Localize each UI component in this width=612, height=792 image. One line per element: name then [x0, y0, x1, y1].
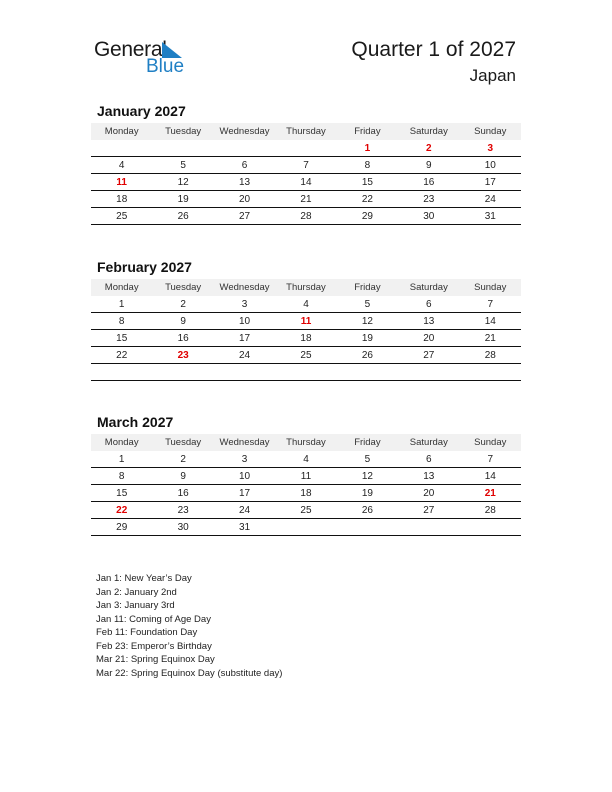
day-cell: 5 [337, 296, 398, 313]
holiday-list [96, 572, 282, 680]
day-cell: 11 [275, 313, 336, 330]
day-cell: 20 [214, 191, 275, 208]
day-cell: 23 [398, 191, 459, 208]
empty-day-cell [275, 519, 336, 536]
day-cell: 24 [460, 191, 521, 208]
day-cell: 26 [337, 347, 398, 364]
week-row [91, 191, 521, 208]
day-cell: 9 [152, 468, 213, 485]
day-cell: 9 [398, 157, 459, 174]
holiday-item: Jan 1: New Year’s Day [96, 573, 192, 584]
day-cell: 2 [152, 296, 213, 313]
week-row [91, 451, 521, 468]
week-row [91, 296, 521, 313]
week-row [91, 485, 521, 502]
month-calendar [91, 414, 521, 536]
day-cell: 5 [152, 157, 213, 174]
day-cell: 17 [214, 330, 275, 347]
day-cell: 8 [91, 468, 152, 485]
empty-day-cell [275, 364, 336, 381]
day-cell: 15 [337, 174, 398, 191]
empty-day-cell [152, 364, 213, 381]
day-cell: 30 [398, 208, 459, 225]
week-row [91, 140, 521, 157]
weekday-header: Friday [337, 434, 398, 451]
week-row [91, 208, 521, 225]
day-cell: 1 [91, 296, 152, 313]
week-row [91, 364, 521, 381]
day-cell: 18 [275, 485, 336, 502]
empty-day-cell [152, 140, 213, 157]
day-cell: 1 [337, 140, 398, 157]
holiday-item: Mar 21: Spring Equinox Day [96, 654, 215, 665]
day-cell: 6 [398, 296, 459, 313]
empty-day-cell [337, 519, 398, 536]
empty-day-cell [398, 519, 459, 536]
weekday-header: Monday [91, 279, 152, 296]
day-cell: 24 [214, 502, 275, 519]
weekday-header: Tuesday [152, 434, 213, 451]
weekday-header: Friday [337, 279, 398, 296]
day-cell: 15 [91, 485, 152, 502]
empty-day-cell [91, 140, 152, 157]
calendar-table [91, 279, 521, 381]
day-cell: 13 [398, 468, 459, 485]
day-cell: 28 [460, 502, 521, 519]
day-cell: 16 [152, 485, 213, 502]
day-cell: 31 [460, 208, 521, 225]
day-cell: 19 [337, 330, 398, 347]
empty-day-cell [214, 364, 275, 381]
day-cell: 4 [91, 157, 152, 174]
day-cell: 13 [398, 313, 459, 330]
day-cell: 5 [337, 451, 398, 468]
weekday-header: Saturday [398, 434, 459, 451]
day-cell: 10 [214, 468, 275, 485]
day-cell: 21 [460, 330, 521, 347]
month-title: March 2027 [97, 414, 174, 430]
day-cell: 22 [91, 502, 152, 519]
month-calendar [91, 103, 521, 225]
week-row [91, 330, 521, 347]
day-cell: 14 [460, 468, 521, 485]
weekday-header: Tuesday [152, 279, 213, 296]
weekday-header: Wednesday [214, 434, 275, 451]
day-cell: 10 [214, 313, 275, 330]
day-cell: 31 [214, 519, 275, 536]
day-cell: 13 [214, 174, 275, 191]
day-cell: 14 [460, 313, 521, 330]
day-cell: 27 [398, 347, 459, 364]
day-cell: 28 [460, 347, 521, 364]
day-cell: 11 [275, 468, 336, 485]
day-cell: 22 [337, 191, 398, 208]
country-name: Japan [469, 66, 516, 85]
day-cell: 8 [91, 313, 152, 330]
day-cell: 3 [214, 296, 275, 313]
empty-day-cell [275, 140, 336, 157]
empty-day-cell [460, 519, 521, 536]
day-cell: 16 [398, 174, 459, 191]
day-cell: 17 [460, 174, 521, 191]
holiday-item: Feb 23: Emperor’s Birthday [96, 640, 212, 652]
day-cell: 24 [214, 347, 275, 364]
day-cell: 27 [398, 502, 459, 519]
day-cell: 2 [398, 140, 459, 157]
day-cell: 26 [152, 208, 213, 225]
weekday-header: Sunday [460, 434, 521, 451]
day-cell: 12 [152, 174, 213, 191]
day-cell: 12 [337, 468, 398, 485]
day-cell: 20 [398, 330, 459, 347]
logo-general-text: General [94, 38, 167, 61]
day-cell: 4 [275, 296, 336, 313]
holiday-item: Jan 11: Coming of Age Day [96, 613, 211, 625]
holiday-item: Jan 2: January 2nd [96, 586, 177, 598]
weekday-header: Wednesday [214, 279, 275, 296]
day-cell: 7 [460, 296, 521, 313]
day-cell: 23 [152, 502, 213, 519]
day-cell: 15 [91, 330, 152, 347]
empty-day-cell [214, 140, 275, 157]
month-calendar [91, 259, 521, 381]
weekday-header: Wednesday [214, 123, 275, 140]
day-cell: 6 [214, 157, 275, 174]
day-cell: 16 [152, 330, 213, 347]
holiday-item: Mar 22: Spring Equinox Day (substitute day) [96, 667, 283, 679]
day-cell: 27 [214, 208, 275, 225]
day-cell: 11 [91, 174, 152, 191]
day-cell: 4 [275, 451, 336, 468]
day-cell: 9 [152, 313, 213, 330]
day-cell: 1 [91, 451, 152, 468]
week-row [91, 468, 521, 485]
day-cell: 29 [91, 519, 152, 536]
day-cell: 23 [152, 347, 213, 364]
empty-day-cell [398, 364, 459, 381]
day-cell: 29 [337, 208, 398, 225]
calendar-table [91, 123, 521, 225]
weekday-header: Saturday [398, 123, 459, 140]
empty-day-cell [460, 364, 521, 381]
day-cell: 3 [214, 451, 275, 468]
weekday-header: Sunday [460, 279, 521, 296]
weekday-header: Monday [91, 434, 152, 451]
calendar-table [91, 434, 521, 536]
day-cell: 30 [152, 519, 213, 536]
day-cell: 7 [460, 451, 521, 468]
day-cell: 20 [398, 485, 459, 502]
page-title: Quarter 1 of 2027 [351, 38, 516, 61]
holiday-item: Jan 3: January 3rd [96, 600, 175, 611]
week-row [91, 519, 521, 536]
weekday-header: Friday [337, 123, 398, 140]
day-cell: 14 [275, 174, 336, 191]
day-cell: 18 [91, 191, 152, 208]
day-cell: 6 [398, 451, 459, 468]
weekday-header: Thursday [275, 123, 336, 140]
day-cell: 7 [275, 157, 336, 174]
day-cell: 21 [460, 485, 521, 502]
week-row [91, 174, 521, 191]
weekday-header: Thursday [275, 279, 336, 296]
weekday-header: Sunday [460, 123, 521, 140]
day-cell: 8 [337, 157, 398, 174]
empty-day-cell [337, 364, 398, 381]
weekday-header: Saturday [398, 279, 459, 296]
weekday-header: Thursday [275, 434, 336, 451]
day-cell: 2 [152, 451, 213, 468]
logo-blue-text: Blue [146, 56, 185, 77]
week-row [91, 502, 521, 519]
day-cell: 25 [275, 502, 336, 519]
day-cell: 26 [337, 502, 398, 519]
weekday-header: Tuesday [152, 123, 213, 140]
day-cell: 28 [275, 208, 336, 225]
day-cell: 21 [275, 191, 336, 208]
month-title: January 2027 [97, 103, 186, 119]
day-cell: 18 [275, 330, 336, 347]
day-cell: 25 [91, 208, 152, 225]
day-cell: 3 [460, 140, 521, 157]
day-cell: 12 [337, 313, 398, 330]
day-cell: 22 [91, 347, 152, 364]
day-cell: 19 [337, 485, 398, 502]
day-cell: 19 [152, 191, 213, 208]
empty-day-cell [91, 364, 152, 381]
day-cell: 10 [460, 157, 521, 174]
weekday-header: Monday [91, 123, 152, 140]
holiday-item: Feb 11: Foundation Day [96, 627, 198, 638]
month-title: February 2027 [97, 259, 192, 275]
logo [94, 38, 194, 78]
day-cell: 17 [214, 485, 275, 502]
day-cell: 25 [275, 347, 336, 364]
week-row [91, 157, 521, 174]
week-row [91, 347, 521, 364]
week-row [91, 313, 521, 330]
